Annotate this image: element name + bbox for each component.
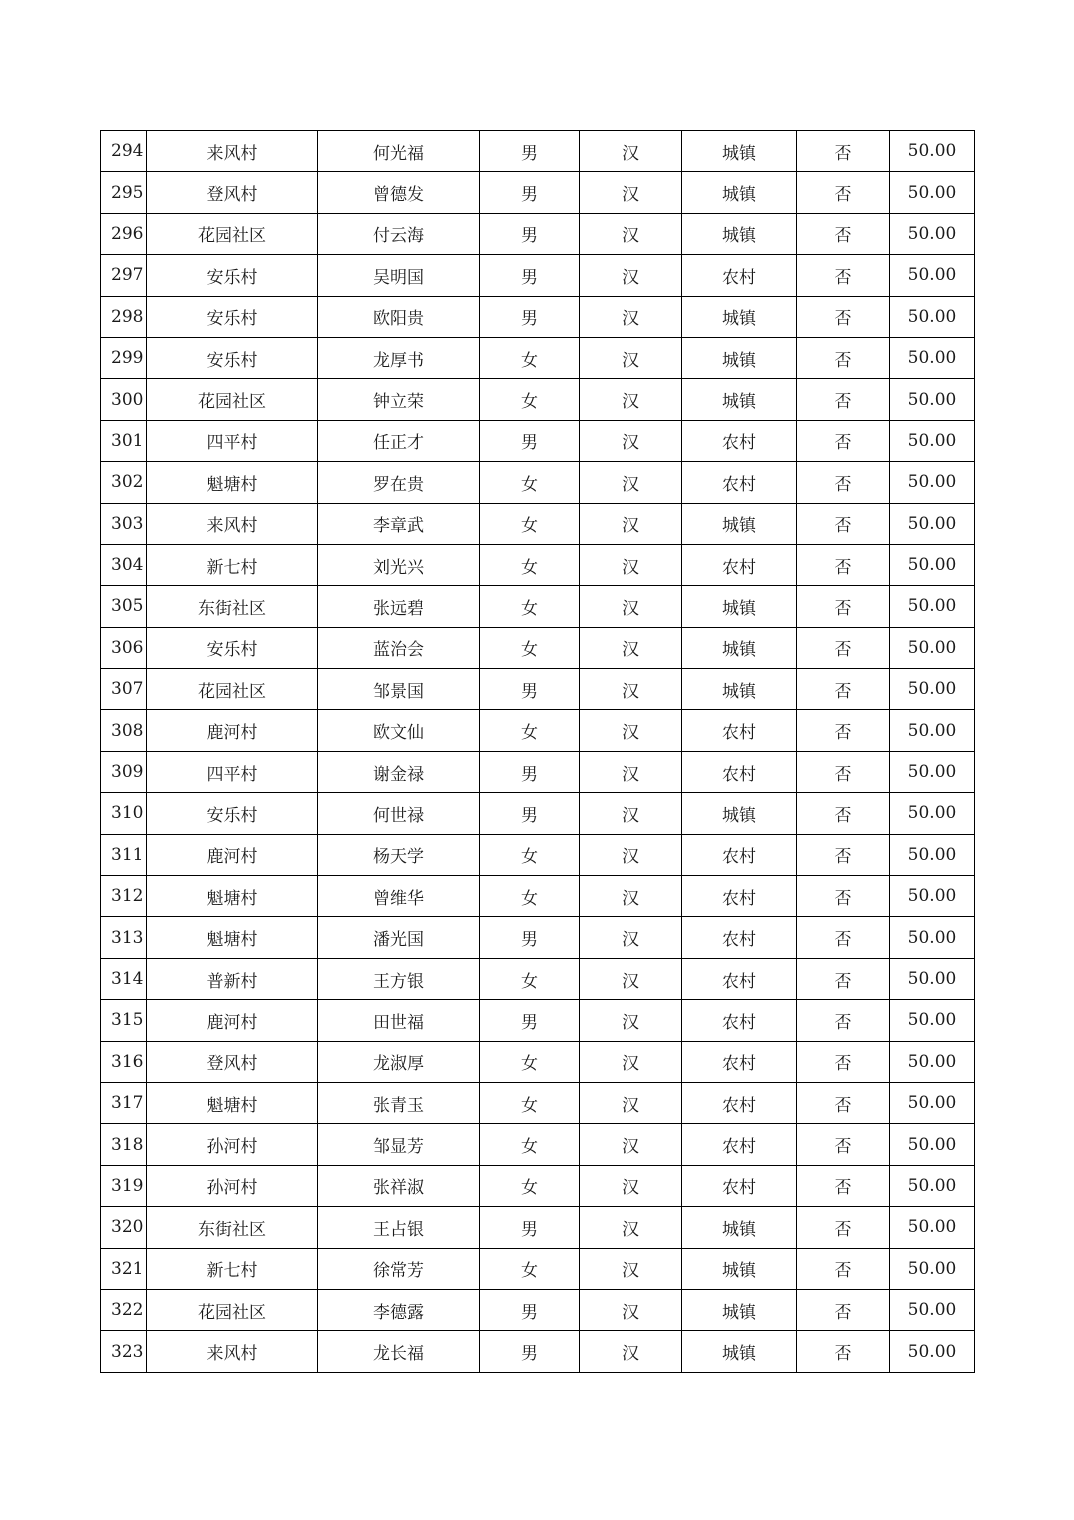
residence-type-cell: 城镇 [682, 1207, 797, 1248]
amount-cell: 50.00 [890, 462, 975, 503]
ethnicity-cell: 汉 [580, 1000, 682, 1041]
flag-cell: 否 [797, 213, 890, 254]
flag-cell: 否 [797, 751, 890, 792]
amount-cell: 50.00 [890, 834, 975, 875]
gender-cell: 女 [480, 462, 580, 503]
flag-cell: 否 [797, 1289, 890, 1330]
table-row [101, 751, 975, 792]
village-cell: 四平村 [147, 751, 318, 792]
flag-cell: 否 [797, 1124, 890, 1165]
ethnicity-cell: 汉 [580, 586, 682, 627]
table-row [101, 1082, 975, 1123]
row-number: 294 [101, 131, 147, 172]
residence-type-cell: 城镇 [682, 586, 797, 627]
village-cell: 花园社区 [147, 213, 318, 254]
gender-cell: 女 [480, 834, 580, 875]
amount-cell: 50.00 [890, 1000, 975, 1041]
table-row [101, 1165, 975, 1206]
row-number: 313 [101, 917, 147, 958]
gender-cell: 女 [480, 876, 580, 917]
flag-cell: 否 [797, 627, 890, 668]
amount-cell: 50.00 [890, 1041, 975, 1082]
gender-cell: 男 [480, 1207, 580, 1248]
ethnicity-cell: 汉 [580, 213, 682, 254]
ethnicity-cell: 汉 [580, 710, 682, 751]
gender-cell: 男 [480, 1000, 580, 1041]
amount-cell: 50.00 [890, 1248, 975, 1289]
residence-type-cell: 城镇 [682, 669, 797, 710]
name-cell: 杨天学 [318, 834, 480, 875]
flag-cell: 否 [797, 793, 890, 834]
ethnicity-cell: 汉 [580, 420, 682, 461]
gender-cell: 男 [480, 793, 580, 834]
table-row [101, 1331, 975, 1372]
table-row [101, 420, 975, 461]
row-number: 297 [101, 255, 147, 296]
ethnicity-cell: 汉 [580, 669, 682, 710]
flag-cell: 否 [797, 255, 890, 296]
residence-type-cell: 城镇 [682, 172, 797, 213]
gender-cell: 女 [480, 1165, 580, 1206]
name-cell: 罗在贵 [318, 462, 480, 503]
residence-type-cell: 城镇 [682, 337, 797, 378]
table-row [101, 503, 975, 544]
flag-cell: 否 [797, 1207, 890, 1248]
amount-cell: 50.00 [890, 1165, 975, 1206]
flag-cell: 否 [797, 503, 890, 544]
row-number: 310 [101, 793, 147, 834]
row-number: 318 [101, 1124, 147, 1165]
data-table [100, 130, 975, 1373]
flag-cell: 否 [797, 958, 890, 999]
name-cell: 曾德发 [318, 172, 480, 213]
amount-cell: 50.00 [890, 172, 975, 213]
row-number: 311 [101, 834, 147, 875]
row-number: 320 [101, 1207, 147, 1248]
village-cell: 花园社区 [147, 1289, 318, 1330]
village-cell: 花园社区 [147, 669, 318, 710]
name-cell: 张青玉 [318, 1082, 480, 1123]
village-cell: 鹿河村 [147, 710, 318, 751]
village-cell: 登风村 [147, 172, 318, 213]
row-number: 321 [101, 1248, 147, 1289]
table-row [101, 627, 975, 668]
gender-cell: 女 [480, 1041, 580, 1082]
village-cell: 孙河村 [147, 1124, 318, 1165]
gender-cell: 男 [480, 1331, 580, 1372]
village-cell: 魁塘村 [147, 917, 318, 958]
residence-type-cell: 农村 [682, 834, 797, 875]
amount-cell: 50.00 [890, 255, 975, 296]
residence-type-cell: 城镇 [682, 503, 797, 544]
residence-type-cell: 农村 [682, 958, 797, 999]
flag-cell: 否 [797, 834, 890, 875]
amount-cell: 50.00 [890, 669, 975, 710]
amount-cell: 50.00 [890, 876, 975, 917]
residence-type-cell: 农村 [682, 1124, 797, 1165]
row-number: 314 [101, 958, 147, 999]
table-row [101, 337, 975, 378]
table-row [101, 462, 975, 503]
ethnicity-cell: 汉 [580, 751, 682, 792]
ethnicity-cell: 汉 [580, 1124, 682, 1165]
flag-cell: 否 [797, 1082, 890, 1123]
residence-type-cell: 农村 [682, 917, 797, 958]
flag-cell: 否 [797, 669, 890, 710]
village-cell: 安乐村 [147, 793, 318, 834]
row-number: 322 [101, 1289, 147, 1330]
name-cell: 张祥淑 [318, 1165, 480, 1206]
amount-cell: 50.00 [890, 958, 975, 999]
ethnicity-cell: 汉 [580, 1289, 682, 1330]
row-number: 307 [101, 669, 147, 710]
amount-cell: 50.00 [890, 379, 975, 420]
row-number: 298 [101, 296, 147, 337]
row-number: 308 [101, 710, 147, 751]
gender-cell: 女 [480, 1248, 580, 1289]
village-cell: 普新村 [147, 958, 318, 999]
flag-cell: 否 [797, 917, 890, 958]
table-row [101, 131, 975, 172]
residence-type-cell: 农村 [682, 1041, 797, 1082]
ethnicity-cell: 汉 [580, 172, 682, 213]
name-cell: 李德露 [318, 1289, 480, 1330]
flag-cell: 否 [797, 1248, 890, 1289]
name-cell: 何世禄 [318, 793, 480, 834]
flag-cell: 否 [797, 420, 890, 461]
ethnicity-cell: 汉 [580, 876, 682, 917]
gender-cell: 男 [480, 172, 580, 213]
flag-cell: 否 [797, 172, 890, 213]
table-body [101, 131, 975, 1373]
table-row [101, 917, 975, 958]
ethnicity-cell: 汉 [580, 131, 682, 172]
row-number: 306 [101, 627, 147, 668]
table-row [101, 958, 975, 999]
row-number: 296 [101, 213, 147, 254]
village-cell: 安乐村 [147, 337, 318, 378]
row-number: 309 [101, 751, 147, 792]
amount-cell: 50.00 [890, 544, 975, 585]
gender-cell: 女 [480, 544, 580, 585]
table-row [101, 793, 975, 834]
row-number: 319 [101, 1165, 147, 1206]
ethnicity-cell: 汉 [580, 462, 682, 503]
table-row [101, 296, 975, 337]
row-number: 295 [101, 172, 147, 213]
gender-cell: 女 [480, 337, 580, 378]
ethnicity-cell: 汉 [580, 1082, 682, 1123]
table-row [101, 1000, 975, 1041]
amount-cell: 50.00 [890, 1289, 975, 1330]
village-cell: 来风村 [147, 503, 318, 544]
table-row [101, 379, 975, 420]
name-cell: 任正才 [318, 420, 480, 461]
gender-cell: 男 [480, 213, 580, 254]
name-cell: 龙厚书 [318, 337, 480, 378]
village-cell: 鹿河村 [147, 834, 318, 875]
name-cell: 吴明国 [318, 255, 480, 296]
table-row [101, 1041, 975, 1082]
village-cell: 安乐村 [147, 627, 318, 668]
flag-cell: 否 [797, 1165, 890, 1206]
amount-cell: 50.00 [890, 1124, 975, 1165]
gender-cell: 女 [480, 710, 580, 751]
name-cell: 龙长福 [318, 1331, 480, 1372]
ethnicity-cell: 汉 [580, 834, 682, 875]
village-cell: 东街社区 [147, 1207, 318, 1248]
flag-cell: 否 [797, 1000, 890, 1041]
ethnicity-cell: 汉 [580, 379, 682, 420]
ethnicity-cell: 汉 [580, 627, 682, 668]
flag-cell: 否 [797, 462, 890, 503]
table-row [101, 876, 975, 917]
table-row [101, 669, 975, 710]
flag-cell: 否 [797, 544, 890, 585]
ethnicity-cell: 汉 [580, 337, 682, 378]
residence-type-cell: 农村 [682, 255, 797, 296]
residence-type-cell: 农村 [682, 462, 797, 503]
residence-type-cell: 城镇 [682, 627, 797, 668]
table-row [101, 834, 975, 875]
village-cell: 新七村 [147, 544, 318, 585]
ethnicity-cell: 汉 [580, 1165, 682, 1206]
row-number: 316 [101, 1041, 147, 1082]
ethnicity-cell: 汉 [580, 917, 682, 958]
flag-cell: 否 [797, 586, 890, 627]
amount-cell: 50.00 [890, 503, 975, 544]
table-row [101, 213, 975, 254]
amount-cell: 50.00 [890, 1082, 975, 1123]
ethnicity-cell: 汉 [580, 1248, 682, 1289]
flag-cell: 否 [797, 1041, 890, 1082]
amount-cell: 50.00 [890, 131, 975, 172]
ethnicity-cell: 汉 [580, 544, 682, 585]
village-cell: 来风村 [147, 131, 318, 172]
gender-cell: 女 [480, 1124, 580, 1165]
name-cell: 钟立荣 [318, 379, 480, 420]
name-cell: 龙淑厚 [318, 1041, 480, 1082]
flag-cell: 否 [797, 337, 890, 378]
village-cell: 四平村 [147, 420, 318, 461]
name-cell: 潘光国 [318, 917, 480, 958]
amount-cell: 50.00 [890, 751, 975, 792]
village-cell: 来风村 [147, 1331, 318, 1372]
village-cell: 孙河村 [147, 1165, 318, 1206]
gender-cell: 男 [480, 751, 580, 792]
residence-type-cell: 农村 [682, 710, 797, 751]
row-number: 323 [101, 1331, 147, 1372]
residence-type-cell: 城镇 [682, 1331, 797, 1372]
row-number: 302 [101, 462, 147, 503]
ethnicity-cell: 汉 [580, 1331, 682, 1372]
name-cell: 王占银 [318, 1207, 480, 1248]
gender-cell: 男 [480, 296, 580, 337]
name-cell: 刘光兴 [318, 544, 480, 585]
residence-type-cell: 农村 [682, 544, 797, 585]
ethnicity-cell: 汉 [580, 503, 682, 544]
residence-type-cell: 城镇 [682, 1248, 797, 1289]
residence-type-cell: 农村 [682, 420, 797, 461]
amount-cell: 50.00 [890, 710, 975, 751]
amount-cell: 50.00 [890, 627, 975, 668]
gender-cell: 女 [480, 503, 580, 544]
amount-cell: 50.00 [890, 917, 975, 958]
residence-type-cell: 城镇 [682, 213, 797, 254]
amount-cell: 50.00 [890, 1331, 975, 1372]
flag-cell: 否 [797, 296, 890, 337]
table-row [101, 1248, 975, 1289]
ethnicity-cell: 汉 [580, 958, 682, 999]
table-row [101, 255, 975, 296]
name-cell: 王方银 [318, 958, 480, 999]
amount-cell: 50.00 [890, 420, 975, 461]
row-number: 312 [101, 876, 147, 917]
gender-cell: 男 [480, 669, 580, 710]
table-row [101, 544, 975, 585]
ethnicity-cell: 汉 [580, 255, 682, 296]
village-cell: 鹿河村 [147, 1000, 318, 1041]
gender-cell: 女 [480, 1082, 580, 1123]
village-cell: 安乐村 [147, 296, 318, 337]
residence-type-cell: 城镇 [682, 379, 797, 420]
amount-cell: 50.00 [890, 337, 975, 378]
flag-cell: 否 [797, 1331, 890, 1372]
residence-type-cell: 农村 [682, 751, 797, 792]
name-cell: 徐常芳 [318, 1248, 480, 1289]
name-cell: 欧文仙 [318, 710, 480, 751]
name-cell: 李章武 [318, 503, 480, 544]
residence-type-cell: 城镇 [682, 131, 797, 172]
name-cell: 蓝治会 [318, 627, 480, 668]
residence-type-cell: 城镇 [682, 296, 797, 337]
village-cell: 魁塘村 [147, 462, 318, 503]
row-number: 315 [101, 1000, 147, 1041]
gender-cell: 女 [480, 379, 580, 420]
residence-type-cell: 城镇 [682, 1289, 797, 1330]
gender-cell: 男 [480, 917, 580, 958]
name-cell: 邹显芳 [318, 1124, 480, 1165]
ethnicity-cell: 汉 [580, 296, 682, 337]
table-row [101, 1207, 975, 1248]
flag-cell: 否 [797, 379, 890, 420]
row-number: 304 [101, 544, 147, 585]
name-cell: 张远碧 [318, 586, 480, 627]
flag-cell: 否 [797, 710, 890, 751]
row-number: 301 [101, 420, 147, 461]
table-row [101, 172, 975, 213]
village-cell: 魁塘村 [147, 1082, 318, 1123]
amount-cell: 50.00 [890, 1207, 975, 1248]
ethnicity-cell: 汉 [580, 1041, 682, 1082]
name-cell: 欧阳贵 [318, 296, 480, 337]
amount-cell: 50.00 [890, 793, 975, 834]
name-cell: 田世福 [318, 1000, 480, 1041]
residence-type-cell: 农村 [682, 876, 797, 917]
table-row [101, 586, 975, 627]
residence-type-cell: 城镇 [682, 793, 797, 834]
amount-cell: 50.00 [890, 296, 975, 337]
flag-cell: 否 [797, 131, 890, 172]
row-number: 300 [101, 379, 147, 420]
table-row [101, 710, 975, 751]
ethnicity-cell: 汉 [580, 793, 682, 834]
flag-cell: 否 [797, 876, 890, 917]
row-number: 299 [101, 337, 147, 378]
village-cell: 安乐村 [147, 255, 318, 296]
residence-type-cell: 农村 [682, 1082, 797, 1123]
name-cell: 何光福 [318, 131, 480, 172]
village-cell: 登风村 [147, 1041, 318, 1082]
name-cell: 付云海 [318, 213, 480, 254]
gender-cell: 女 [480, 586, 580, 627]
residence-type-cell: 农村 [682, 1000, 797, 1041]
table-row [101, 1289, 975, 1330]
amount-cell: 50.00 [890, 213, 975, 254]
name-cell: 谢金禄 [318, 751, 480, 792]
gender-cell: 男 [480, 1289, 580, 1330]
ethnicity-cell: 汉 [580, 1207, 682, 1248]
amount-cell: 50.00 [890, 586, 975, 627]
village-cell: 东街社区 [147, 586, 318, 627]
residence-type-cell: 农村 [682, 1165, 797, 1206]
gender-cell: 男 [480, 420, 580, 461]
gender-cell: 女 [480, 958, 580, 999]
name-cell: 邹景国 [318, 669, 480, 710]
gender-cell: 男 [480, 131, 580, 172]
village-cell: 花园社区 [147, 379, 318, 420]
row-number: 317 [101, 1082, 147, 1123]
village-cell: 魁塘村 [147, 876, 318, 917]
name-cell: 曾维华 [318, 876, 480, 917]
table-row [101, 1124, 975, 1165]
row-number: 303 [101, 503, 147, 544]
gender-cell: 男 [480, 255, 580, 296]
gender-cell: 女 [480, 627, 580, 668]
village-cell: 新七村 [147, 1248, 318, 1289]
row-number: 305 [101, 586, 147, 627]
